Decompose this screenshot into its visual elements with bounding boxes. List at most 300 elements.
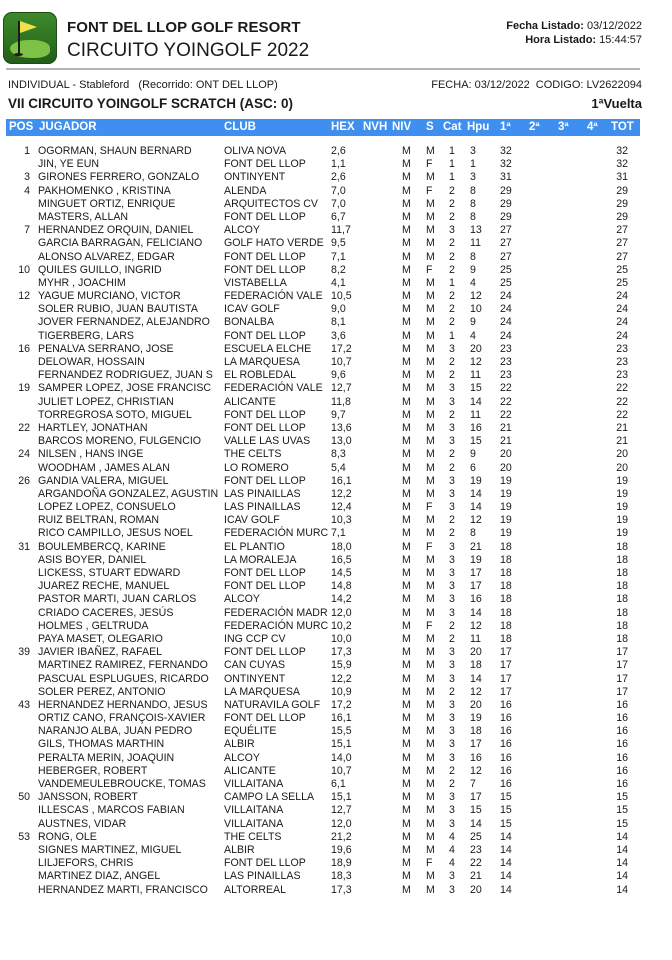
category-cell: 3: [449, 870, 455, 883]
round1-score-cell: 20: [500, 448, 512, 461]
round1-score-cell: 25: [500, 263, 512, 276]
fecha-listado-label: Fecha Listado:: [506, 20, 584, 32]
position-cell: 43: [18, 698, 30, 711]
player-name-cell: TIGERBERG, LARS: [38, 329, 134, 342]
category-cell: 3: [449, 646, 455, 659]
sex-cell: M: [426, 672, 435, 685]
sex-cell: M: [426, 197, 435, 210]
sex-cell: M: [426, 764, 435, 777]
category-cell: 2: [449, 197, 455, 210]
competition-title: VII CIRCUITO YOINGOLF SCRATCH (ASC: 0): [8, 96, 294, 111]
category-cell: 3: [449, 791, 455, 804]
sex-cell: M: [426, 632, 435, 645]
total-score-cell: 19: [616, 474, 628, 487]
club-cell: FEDERACIÓN MURC: [224, 527, 329, 540]
round1-score-cell: 17: [500, 659, 512, 672]
player-name-cell: RONG, OLE: [38, 830, 97, 843]
hpu-cell: 8: [470, 210, 476, 223]
modality-info: INDIVIDUAL - Stableford (Recorrido: ONT DEL LLOP): [8, 79, 278, 91]
club-cell: VALLE LAS UVAS: [224, 435, 311, 448]
hex-cell: 11,7: [331, 224, 351, 237]
player-name-cell: MARTINEZ RAMIREZ, FERNANDO: [38, 659, 208, 672]
hpu-cell: 12: [470, 764, 482, 777]
fecha-codigo-info: FECHA: 03/12/2022 CODIGO: LV2622094: [431, 79, 642, 91]
round1-score-cell: 27: [500, 237, 512, 250]
player-name-cell: OGORMAN, SHAUN BERNARD: [38, 145, 192, 157]
round1-score-cell: 20: [500, 461, 512, 474]
hex-cell: 18,0: [331, 540, 352, 553]
org-title: FONT DEL LLOP GOLF RESORT: [67, 19, 301, 36]
table-row: [0, 185, 672, 198]
hex-cell: 17,2: [331, 698, 352, 711]
niv-cell: M: [402, 593, 411, 606]
table-row: [0, 435, 672, 448]
player-name-cell: TORREGROSA SOTO, MIGUEL: [38, 408, 192, 421]
category-cell: 3: [449, 712, 455, 725]
category-cell: 3: [449, 395, 455, 408]
club-cell: ONTINYENT: [224, 171, 286, 184]
round1-score-cell: 18: [500, 606, 512, 619]
hex-cell: 9,7: [331, 408, 346, 421]
club-cell: THE CELTS: [224, 448, 282, 461]
hpu-cell: 18: [470, 725, 482, 738]
hpu-cell: 1: [470, 158, 476, 171]
club-cell: LO ROMERO: [224, 461, 289, 474]
col-header-r4: 4ª: [587, 121, 598, 133]
hpu-cell: 15: [470, 804, 482, 817]
hpu-cell: 7: [470, 778, 476, 790]
round1-score-cell: 22: [500, 408, 512, 421]
table-row: [0, 330, 672, 343]
sex-cell: F: [426, 158, 433, 171]
club-cell: LA MARQUESA: [224, 356, 300, 368]
total-score-cell: 27: [616, 237, 628, 250]
player-name-cell: DELOWAR, HOSSAIN: [38, 356, 145, 368]
niv-cell: M: [402, 369, 411, 382]
category-cell: 2: [449, 303, 455, 316]
category-cell: 3: [449, 501, 455, 514]
hex-cell: 7,1: [331, 250, 346, 263]
hex-cell: 9,0: [331, 303, 346, 316]
club-cell: VILLAITANA: [224, 804, 284, 817]
category-cell: 3: [449, 435, 455, 448]
round1-score-cell: 14: [500, 883, 512, 896]
hpu-cell: 15: [470, 382, 482, 395]
total-score-cell: 21: [616, 421, 628, 434]
club-cell: VISTABELLA: [224, 276, 287, 289]
player-name-cell: HOLMES , GELTRUDA: [38, 619, 149, 632]
category-cell: 3: [449, 804, 455, 817]
hpu-cell: 11: [470, 632, 481, 645]
niv-cell: M: [402, 184, 411, 197]
total-score-cell: 14: [616, 857, 628, 870]
round1-score-cell: 21: [500, 421, 512, 434]
header-divider: [6, 68, 640, 70]
table-row: [0, 831, 672, 844]
round1-score-cell: 16: [500, 751, 512, 764]
hex-cell: 21,2: [331, 830, 352, 843]
player-name-cell: GARCIA BARRAGAN, FELICIANO: [38, 237, 203, 250]
player-name-cell: AUSTNES, VIDAR: [38, 817, 127, 830]
table-row: [0, 857, 672, 870]
hpu-cell: 9: [470, 263, 476, 276]
club-cell: CAMPO LA SELLA: [224, 791, 315, 804]
sex-cell: M: [426, 870, 435, 883]
total-score-cell: 18: [616, 567, 628, 579]
niv-cell: M: [402, 395, 411, 408]
player-name-cell: WOODHAM , JAMES ALAN: [38, 461, 170, 474]
hex-cell: 11,8: [331, 395, 351, 408]
hex-cell: 10,2: [331, 619, 352, 632]
position-cell: 7: [24, 224, 30, 237]
niv-cell: M: [402, 725, 411, 738]
niv-cell: M: [402, 263, 411, 276]
category-cell: 2: [449, 764, 455, 777]
round1-score-cell: 22: [500, 382, 512, 395]
table-row: [0, 804, 672, 817]
club-cell: ALBIR: [224, 738, 255, 751]
total-score-cell: 18: [616, 632, 628, 645]
table-row: [0, 290, 672, 303]
category-cell: 2: [449, 685, 455, 698]
player-name-cell: GIRONES FERRERO, GONZALO: [38, 171, 200, 184]
niv-cell: M: [402, 646, 411, 659]
position-cell: 22: [18, 421, 30, 434]
table-row: [0, 791, 672, 804]
club-cell: LA MARQUESA: [224, 685, 300, 698]
sex-cell: M: [426, 329, 435, 342]
sex-cell: M: [426, 606, 435, 619]
table-row: [0, 198, 672, 211]
player-name-cell: LILJEFORS, CHRIS: [38, 857, 134, 870]
hpu-cell: 14: [470, 395, 482, 408]
player-name-cell: ORTIZ CANO, FRANÇOIS-XAVIER: [38, 712, 206, 725]
club-cell: GOLF HATO VERDE: [224, 237, 324, 250]
niv-cell: M: [402, 804, 411, 817]
table-header: [6, 119, 640, 136]
niv-cell: M: [402, 250, 411, 263]
position-cell: 50: [18, 791, 30, 804]
club-cell: FONT DEL LLOP: [224, 250, 306, 263]
club-cell: LAS PINAILLAS: [224, 870, 301, 883]
hpu-cell: 12: [470, 685, 482, 698]
round1-score-cell: 16: [500, 712, 512, 725]
table-row: [0, 607, 672, 620]
hpu-cell: 14: [470, 487, 482, 500]
sex-cell: M: [426, 395, 435, 408]
club-cell: THE CELTS: [224, 830, 282, 843]
total-score-cell: 14: [616, 843, 628, 856]
total-score-cell: 19: [616, 487, 628, 500]
hpu-cell: 17: [470, 567, 482, 579]
category-cell: 2: [449, 448, 455, 461]
player-name-cell: PASTOR MARTI, JUAN CARLOS: [38, 593, 197, 606]
club-cell: FONT DEL LLOP: [224, 329, 306, 342]
club-cell: ALICANTE: [224, 395, 276, 408]
position-cell: 1: [24, 145, 30, 157]
sex-cell: M: [426, 725, 435, 738]
niv-cell: M: [402, 210, 411, 223]
player-name-cell: MASTERS, ALLAN: [38, 210, 129, 223]
sex-cell: M: [426, 316, 435, 329]
category-cell: 3: [449, 342, 455, 355]
club-cell: ALICANTE: [224, 764, 276, 777]
sex-cell: M: [426, 778, 435, 790]
sex-cell: M: [426, 461, 435, 474]
total-score-cell: 15: [616, 817, 628, 830]
round1-score-cell: 31: [500, 171, 512, 184]
position-cell: 26: [18, 474, 30, 487]
table-row: [0, 844, 672, 857]
sex-cell: M: [426, 804, 435, 817]
fecha-listado-value: 03/12/2022: [586, 20, 642, 32]
player-name-cell: HARTLEY, JONATHAN: [38, 421, 148, 434]
niv-cell: M: [402, 145, 411, 157]
category-cell: 3: [449, 698, 455, 711]
category-cell: 2: [449, 514, 455, 527]
col-header-hpu: Hpu: [467, 121, 490, 133]
round1-score-cell: 16: [500, 778, 512, 790]
niv-cell: M: [402, 698, 411, 711]
col-header-s: S: [426, 121, 434, 133]
sex-cell: F: [426, 501, 433, 514]
total-score-cell: 16: [616, 725, 628, 738]
sex-cell: M: [426, 342, 435, 355]
hex-cell: 12,0: [331, 817, 352, 830]
total-score-cell: 17: [616, 672, 628, 685]
niv-cell: M: [402, 685, 411, 698]
hpu-cell: 16: [470, 593, 482, 606]
player-name-cell: LICKESS, STUART EDWARD: [38, 567, 181, 579]
round1-score-cell: 18: [500, 632, 512, 645]
table-row: [0, 567, 672, 580]
table-row: [0, 870, 672, 883]
niv-cell: M: [402, 870, 411, 883]
total-score-cell: 22: [616, 395, 628, 408]
sex-cell: M: [426, 698, 435, 711]
total-score-cell: 24: [616, 303, 628, 316]
niv-cell: M: [402, 224, 411, 237]
niv-cell: M: [402, 448, 411, 461]
hex-cell: 12,0: [331, 606, 352, 619]
category-cell: 3: [449, 540, 455, 553]
hpu-cell: 20: [470, 698, 482, 711]
niv-cell: M: [402, 237, 411, 250]
table-row: [0, 277, 672, 290]
table-row: [0, 171, 672, 184]
category-cell: 3: [449, 672, 455, 685]
category-cell: 3: [449, 421, 455, 434]
total-score-cell: 22: [616, 408, 628, 421]
category-cell: 3: [449, 593, 455, 606]
player-name-cell: HERNANDEZ ORQUIN, DANIEL: [38, 224, 194, 237]
niv-cell: M: [402, 461, 411, 474]
sex-cell: F: [426, 540, 433, 553]
hpu-cell: 14: [470, 501, 482, 514]
total-score-cell: 19: [616, 501, 628, 514]
player-name-cell: HERNANDEZ HERNANDO, JESUS: [38, 698, 208, 711]
hpu-cell: 19: [470, 553, 482, 566]
category-cell: 3: [449, 738, 455, 751]
club-cell: ESCUELA ELCHE: [224, 342, 312, 355]
niv-cell: M: [402, 553, 411, 566]
niv-cell: M: [402, 580, 411, 593]
table-row: [0, 488, 672, 501]
player-name-cell: LOPEZ LOPEZ, CONSUELO: [38, 501, 176, 514]
player-name-cell: PENALVA SERRANO, JOSE: [38, 342, 174, 355]
total-score-cell: 15: [616, 791, 628, 804]
hex-cell: 12,4: [331, 501, 352, 514]
table-row: [0, 237, 672, 250]
hpu-cell: 15: [470, 435, 482, 448]
player-name-cell: JUAREZ RECHE, MANUEL: [38, 580, 170, 593]
round1-score-cell: 17: [500, 685, 512, 698]
niv-cell: M: [402, 830, 411, 843]
col-header-niv: NIV: [392, 121, 412, 133]
category-cell: 3: [449, 751, 455, 764]
sex-cell: M: [426, 224, 435, 237]
niv-cell: M: [402, 290, 411, 303]
total-score-cell: 32: [616, 158, 628, 171]
niv-cell: M: [402, 303, 411, 316]
player-name-cell: PERALTA MERIN, JOAQUIN: [38, 751, 175, 764]
hpu-cell: 16: [470, 421, 482, 434]
sex-cell: M: [426, 435, 435, 448]
niv-cell: M: [402, 527, 411, 540]
col-header-pos: POS: [9, 121, 34, 133]
category-cell: 4: [449, 843, 455, 856]
hpu-cell: 14: [470, 672, 482, 685]
club-cell: ALBIR: [224, 843, 255, 856]
hpu-cell: 20: [470, 883, 482, 896]
total-score-cell: 29: [616, 197, 628, 210]
hpu-cell: 8: [470, 527, 476, 540]
category-cell: 1: [449, 276, 455, 289]
club-cell: ALCOY: [224, 224, 260, 237]
sex-cell: M: [426, 514, 435, 527]
round1-score-cell: 19: [500, 527, 512, 540]
table-row: [0, 369, 672, 382]
total-score-cell: 18: [616, 606, 628, 619]
hpu-cell: 22: [470, 857, 482, 870]
hex-cell: 9,5: [331, 237, 346, 250]
table-row: [0, 527, 672, 540]
position-cell: 4: [24, 184, 30, 197]
hex-cell: 12,7: [331, 804, 352, 817]
club-cell: ALTORREAL: [224, 883, 287, 896]
round1-score-cell: 16: [500, 764, 512, 777]
niv-cell: M: [402, 619, 411, 632]
sex-cell: M: [426, 145, 435, 157]
hex-cell: 6,1: [331, 778, 346, 790]
sex-cell: M: [426, 646, 435, 659]
total-score-cell: 14: [616, 883, 628, 896]
round1-score-cell: 14: [500, 870, 512, 883]
table-row: [0, 752, 672, 765]
total-score-cell: 18: [616, 593, 628, 606]
club-cell: LA MORALEJA: [224, 553, 297, 566]
hpu-cell: 20: [470, 646, 482, 659]
player-name-cell: ILLESCAS , MARCOS FABIAN: [38, 804, 185, 817]
hpu-cell: 18: [470, 659, 482, 672]
round1-score-cell: 29: [500, 210, 512, 223]
table-row: [0, 475, 672, 488]
table-row: [0, 620, 672, 633]
hpu-cell: 12: [470, 290, 482, 303]
player-name-cell: MINGUET ORTIZ, ENRIQUE: [38, 197, 176, 210]
col-header-nvh: NVH: [363, 121, 388, 133]
total-score-cell: 25: [616, 263, 628, 276]
sex-cell: M: [426, 421, 435, 434]
total-score-cell: 20: [616, 461, 628, 474]
golf-flag-green-icon: [3, 12, 57, 64]
category-cell: 3: [449, 567, 455, 579]
club-cell: ONTINYENT: [224, 672, 286, 685]
niv-cell: M: [402, 514, 411, 527]
category-cell: 3: [449, 606, 455, 619]
club-cell: CAN CUYAS: [224, 659, 286, 672]
club-cell: FONT DEL LLOP: [224, 158, 306, 171]
hex-cell: 2,6: [331, 171, 346, 184]
hex-cell: 10,9: [331, 685, 352, 698]
table-row: [0, 409, 672, 422]
category-cell: 1: [449, 145, 455, 157]
round1-score-cell: 24: [500, 329, 512, 342]
total-score-cell: 16: [616, 738, 628, 751]
round1-score-cell: 15: [500, 817, 512, 830]
sex-cell: M: [426, 250, 435, 263]
hex-cell: 17,2: [331, 342, 352, 355]
hpu-cell: 21: [470, 870, 482, 883]
sex-cell: M: [426, 817, 435, 830]
total-score-cell: 16: [616, 764, 628, 777]
table-row: [0, 646, 672, 659]
category-cell: 2: [449, 184, 455, 197]
player-name-cell: ASIS BOYER, DANIEL: [38, 553, 147, 566]
club-cell: FONT DEL LLOP: [224, 263, 306, 276]
category-cell: 2: [449, 290, 455, 303]
player-name-cell: PAKHOMENKO , KRISTINA: [38, 184, 171, 197]
player-name-cell: VANDEMEULEBROUCKE, TOMAS: [38, 778, 206, 790]
table-row: [0, 158, 672, 171]
niv-cell: M: [402, 356, 411, 368]
sex-cell: M: [426, 303, 435, 316]
niv-cell: M: [402, 171, 411, 184]
total-score-cell: 17: [616, 659, 628, 672]
category-cell: 4: [449, 830, 455, 843]
player-name-cell: SOLER PEREZ, ANTONIO: [38, 685, 166, 698]
category-cell: 1: [449, 171, 455, 184]
round1-score-cell: 23: [500, 342, 512, 355]
hex-cell: 12,2: [331, 672, 352, 685]
sex-cell: M: [426, 474, 435, 487]
club-cell: FONT DEL LLOP: [224, 646, 306, 659]
player-name-cell: FERNANDEZ RODRIGUEZ, JUAN S: [38, 369, 213, 382]
niv-cell: M: [402, 567, 411, 579]
table-row: [0, 699, 672, 712]
circuit-title: CIRCUITO YOINGOLF 2022: [67, 40, 310, 61]
table-row: [0, 554, 672, 567]
category-cell: 2: [449, 369, 455, 382]
category-cell: 3: [449, 580, 455, 593]
hpu-cell: 11: [470, 369, 481, 382]
position-cell: 3: [24, 171, 30, 184]
niv-cell: M: [402, 329, 411, 342]
category-cell: 2: [449, 250, 455, 263]
total-score-cell: 17: [616, 685, 628, 698]
total-score-cell: 23: [616, 342, 628, 355]
hpu-cell: 17: [470, 791, 482, 804]
